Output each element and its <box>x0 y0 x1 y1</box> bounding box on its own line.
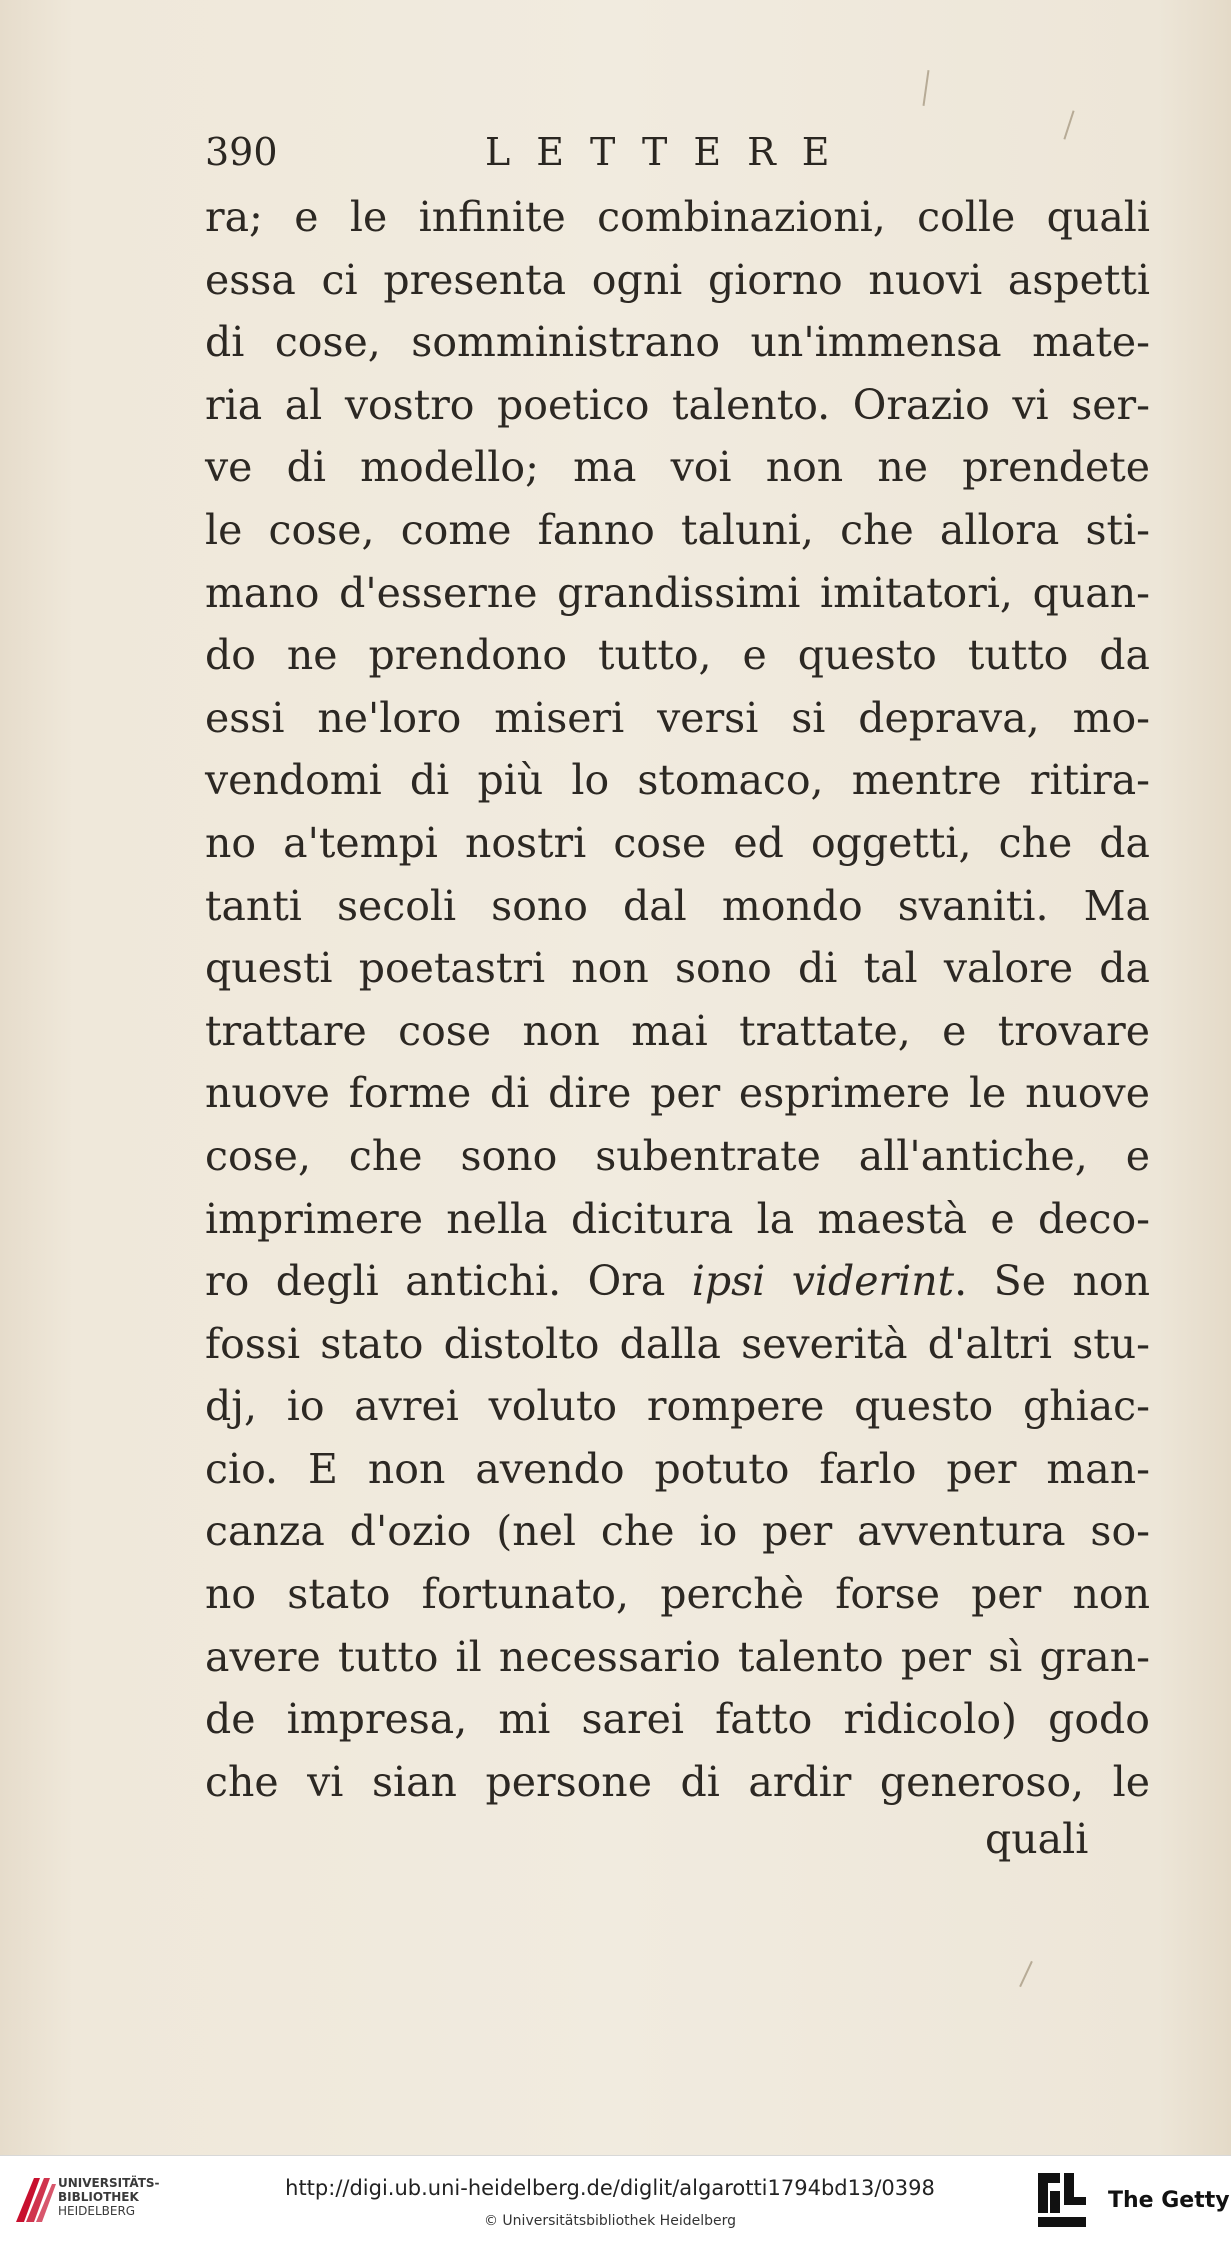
running-head <box>205 130 1105 190</box>
text-line: dj, io avrei voluto rompere questo ghiac- <box>205 1382 1150 1431</box>
text-line: avere tutto il necessario talento per sì gran- <box>205 1632 1150 1681</box>
text-line: ve di modello; ma voi non ne prendete <box>205 443 1150 492</box>
line-end: . Se non <box>954 1257 1150 1306</box>
page-number: 390 <box>205 130 278 174</box>
paper-mark <box>1019 1961 1033 1987</box>
text-line: mano d'esserne grandissimi imitatori, quan- <box>205 568 1150 617</box>
text-line: che vi sian persone di ardir generoso, le <box>205 1757 1150 1806</box>
text-line: vendomi di più lo stomaco, mentre ritira- <box>205 756 1150 805</box>
text-line: di cose, somministrano un'immensa mate- <box>205 318 1150 367</box>
library-name-line: BIBLIOTHEK <box>58 2190 139 2204</box>
text-line: imprimere nella dicitura la maestà e deco- <box>205 1194 1150 1243</box>
text-line: canza d'ozio (nel che io per avventura so- <box>205 1507 1150 1556</box>
text-line: no a'tempi nostri cose ed oggetti, che da <box>205 818 1150 867</box>
text-line: ria al vostro poetico talento. Orazio vi ser- <box>205 380 1150 429</box>
viewer-footer <box>0 2155 1231 2246</box>
library-name-line: UNIVERSITÄTS- <box>58 2176 160 2190</box>
italic-phrase: ipsi viderint <box>691 1257 955 1306</box>
permalink-url[interactable]: http://digi.ub.uni-heidelberg.de/diglit/algarotti1794bd13/0398 <box>285 2176 935 2200</box>
text-line: fossi stato distolto dalla severità d'altri stu- <box>205 1319 1150 1368</box>
text-line: cio. E non avendo potuto farlo per man- <box>205 1444 1150 1493</box>
running-title: LETTERE <box>485 130 856 174</box>
body-text <box>205 186 1150 1813</box>
catchword: quali <box>985 1815 1089 1863</box>
getty-name: The Getty <box>1108 2188 1230 2213</box>
getty-logo-icon <box>1036 2171 1088 2231</box>
text-line: ra; e le infinite combinazioni, colle quali <box>205 193 1150 241</box>
library-name <box>58 2176 160 2218</box>
text-line: de impresa, mi sarei fatto ridicolo) godo <box>205 1695 1150 1744</box>
paper-mark <box>923 70 930 106</box>
text-line-with-italic <box>205 1250 1150 1313</box>
library-name-line: HEIDELBERG <box>58 2204 136 2218</box>
text-line: essa ci presenta ogni giorno nuovi aspetti <box>205 255 1150 304</box>
text-line: no stato fortunato, perchè forse per non <box>205 1570 1150 1619</box>
line-start: ro degli antichi. Ora <box>205 1257 666 1306</box>
text-line: do ne prendono tutto, e questo tutto da <box>205 631 1150 680</box>
text-line: le cose, come fanno taluni, che allora sti- <box>205 505 1150 554</box>
text-line: questi poetastri non sono di tal valore da <box>205 944 1150 993</box>
text-line: cose, che sono subentrate all'antiche, e <box>205 1131 1150 1180</box>
text-line: tanti secoli sono dal mondo svaniti. Ma <box>205 881 1150 930</box>
text-line: essi ne'loro miseri versi si deprava, mo- <box>205 693 1150 742</box>
text-line: trattare cose non mai trattate, e trovare <box>205 1006 1150 1055</box>
text-line: nuove forme di dire per esprimere le nuove <box>205 1069 1150 1118</box>
copyright-notice: © Universitätsbibliothek Heidelberg <box>483 2213 736 2229</box>
